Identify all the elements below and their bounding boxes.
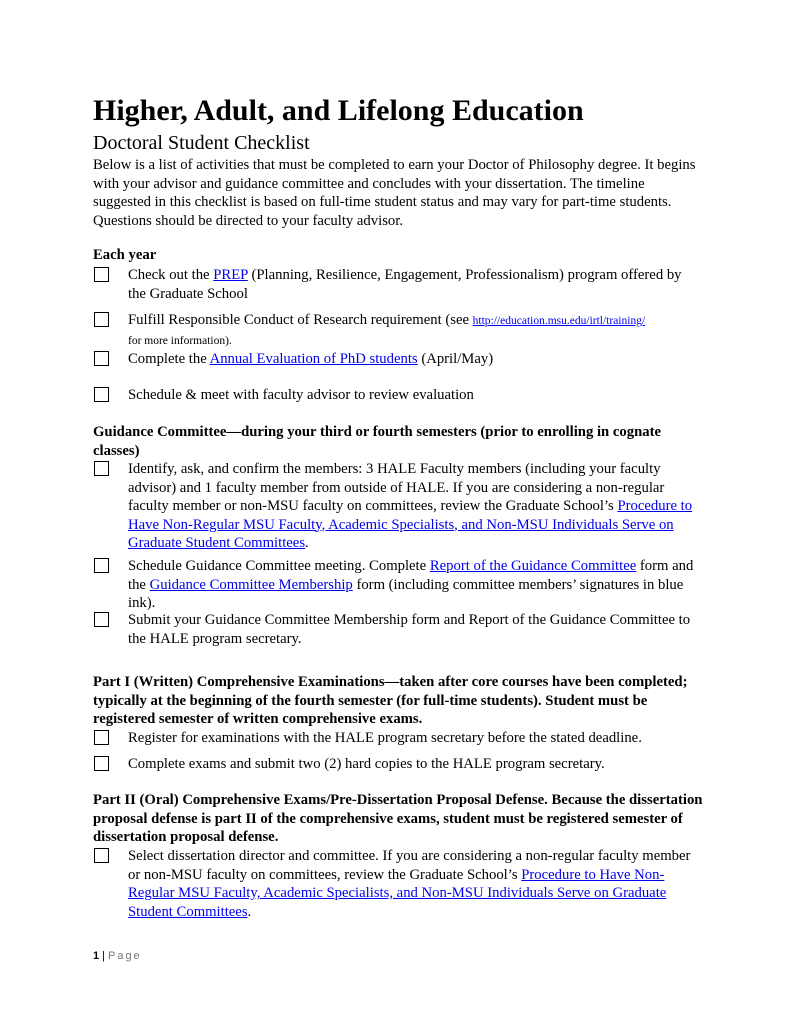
page-number: 1	[93, 950, 100, 962]
checkbox[interactable]	[94, 558, 109, 573]
checklist-item	[93, 729, 703, 748]
checklist-item	[93, 611, 703, 648]
annual-evaluation-link[interactable]: Annual Evaluation of PhD students	[209, 351, 418, 367]
training-url-link[interactable]: http://education.msu.edu/irtl/training/	[472, 315, 646, 327]
checklist-item-text: Identify, ask, and confirm the members: 3 HALE Faculty members (including your faculty advisor) and 1 faculty member from outside of HALE. If you are considering a non-regular faculty member or non-MSU faculty on committees, review the Graduate School’s Procedure to Have Non-Regular MSU Faculty, Academic Specialists, and Non-MSU Individuals Serve on Graduate Student Committees.	[128, 461, 693, 551]
checkbox[interactable]	[94, 351, 109, 366]
checklist-item	[93, 847, 703, 921]
checklist-item-text: Schedule & meet with faculty advisor to review evaluation	[128, 387, 474, 403]
checkbox[interactable]	[94, 730, 109, 745]
checkbox[interactable]	[94, 848, 109, 863]
section-heading-each-year: Each year	[93, 247, 157, 263]
page-word: Page	[107, 950, 142, 962]
checklist-item-text: Submit your Guidance Committee Membership form and Report of the Guidance Committee to the HALE program secretary.	[128, 612, 691, 647]
checklist-item-text: Fulfill Responsible Conduct of Research requirement (see http://education.msu.edu/irtl/training/ for more information).	[128, 312, 646, 347]
procedure-link[interactable]: Procedure to Have Non-Regular MSU Faculty, Academic Specialists, and Non-MSU Individuals Serve on Graduate Student Committees	[128, 498, 693, 551]
footer-separator: |	[102, 950, 105, 962]
checkbox[interactable]	[94, 387, 109, 402]
checkbox[interactable]	[94, 312, 109, 327]
checklist-item	[93, 266, 703, 303]
document-title: Higher, Adult, and Lifelong Education	[93, 94, 584, 127]
checklist-item	[93, 557, 703, 613]
checklist-item-text: Schedule Guidance Committee meeting. Complete Report of the Guidance Committee form and the Guidance Committee Membership form (including committee members’ signatures in blue ink).	[128, 558, 694, 611]
checklist-item-text: Complete exams and submit two (2) hard copies to the HALE program secretary.	[128, 756, 605, 772]
section-heading-guidance-committee: Guidance Committee—during your third or fourth semesters (prior to enrolling in cognate classes)	[93, 424, 662, 459]
checklist-item	[93, 755, 703, 774]
checklist-item	[93, 350, 703, 369]
procedure-link[interactable]: Procedure to Have Non-Regular MSU Faculty, Academic Specialists, and Non-MSU Individuals Serve on Graduate Student Committees	[128, 866, 667, 920]
checkbox[interactable]	[94, 267, 109, 282]
document-subtitle: Doctoral Student Checklist	[93, 132, 310, 154]
checklist-item	[93, 460, 703, 553]
checklist-item-text: Select dissertation director and committee. If you are considering a non-regular faculty member or non-MSU faculty on committees, review the Graduate School’s Procedure to Have Non-Regular MSU Faculty, Academic Specialists, and Non-MSU Individuals Serve on Graduate Student Committees.	[128, 848, 691, 920]
checklist-item	[93, 311, 703, 350]
section-heading-part-1: Part I (Written) Comprehensive Examinations—taken after core courses have been completed; typically at the beginning of the fourth semester (for full-time students). Student must be registered semester of written comprehensive exams.	[93, 674, 688, 727]
section-heading-part-2: Part II (Oral) Comprehensive Exams/Pre-Dissertation Proposal Defense. Because the dissertation proposal defense is part II of the comprehensive exams, student must be registered semester of dissertation proposal defense.	[93, 792, 703, 845]
intro-paragraph: Below is a list of activities that must be completed to earn your Doctor of Philosophy degree. It begins with your advisor and guidance committee and concludes with your dissertation. The timeline suggested in this checklist is based on full-time student status and may vary for part-time students. Questions should be directed to your faculty advisor.	[93, 157, 696, 229]
checklist-item-text: Check out the PREP (Planning, Resilience, Engagement, Professionalism) program offered by the Graduate School	[128, 267, 682, 302]
checkbox[interactable]	[94, 461, 109, 476]
page-footer	[93, 950, 142, 962]
checkbox[interactable]	[94, 756, 109, 771]
checklist-item	[93, 386, 703, 405]
guidance-committee-membership-link[interactable]: Guidance Committee Membership	[149, 576, 353, 593]
checklist-item-text: Complete the Annual Evaluation of PhD students (April/May)	[128, 351, 494, 367]
checklist-item-text: Register for examinations with the HALE program secretary before the stated deadline.	[128, 730, 642, 746]
report-guidance-committee-link[interactable]: Report of the Guidance Committee	[429, 558, 637, 574]
checkbox[interactable]	[94, 612, 109, 627]
prep-link[interactable]: PREP	[213, 267, 248, 283]
